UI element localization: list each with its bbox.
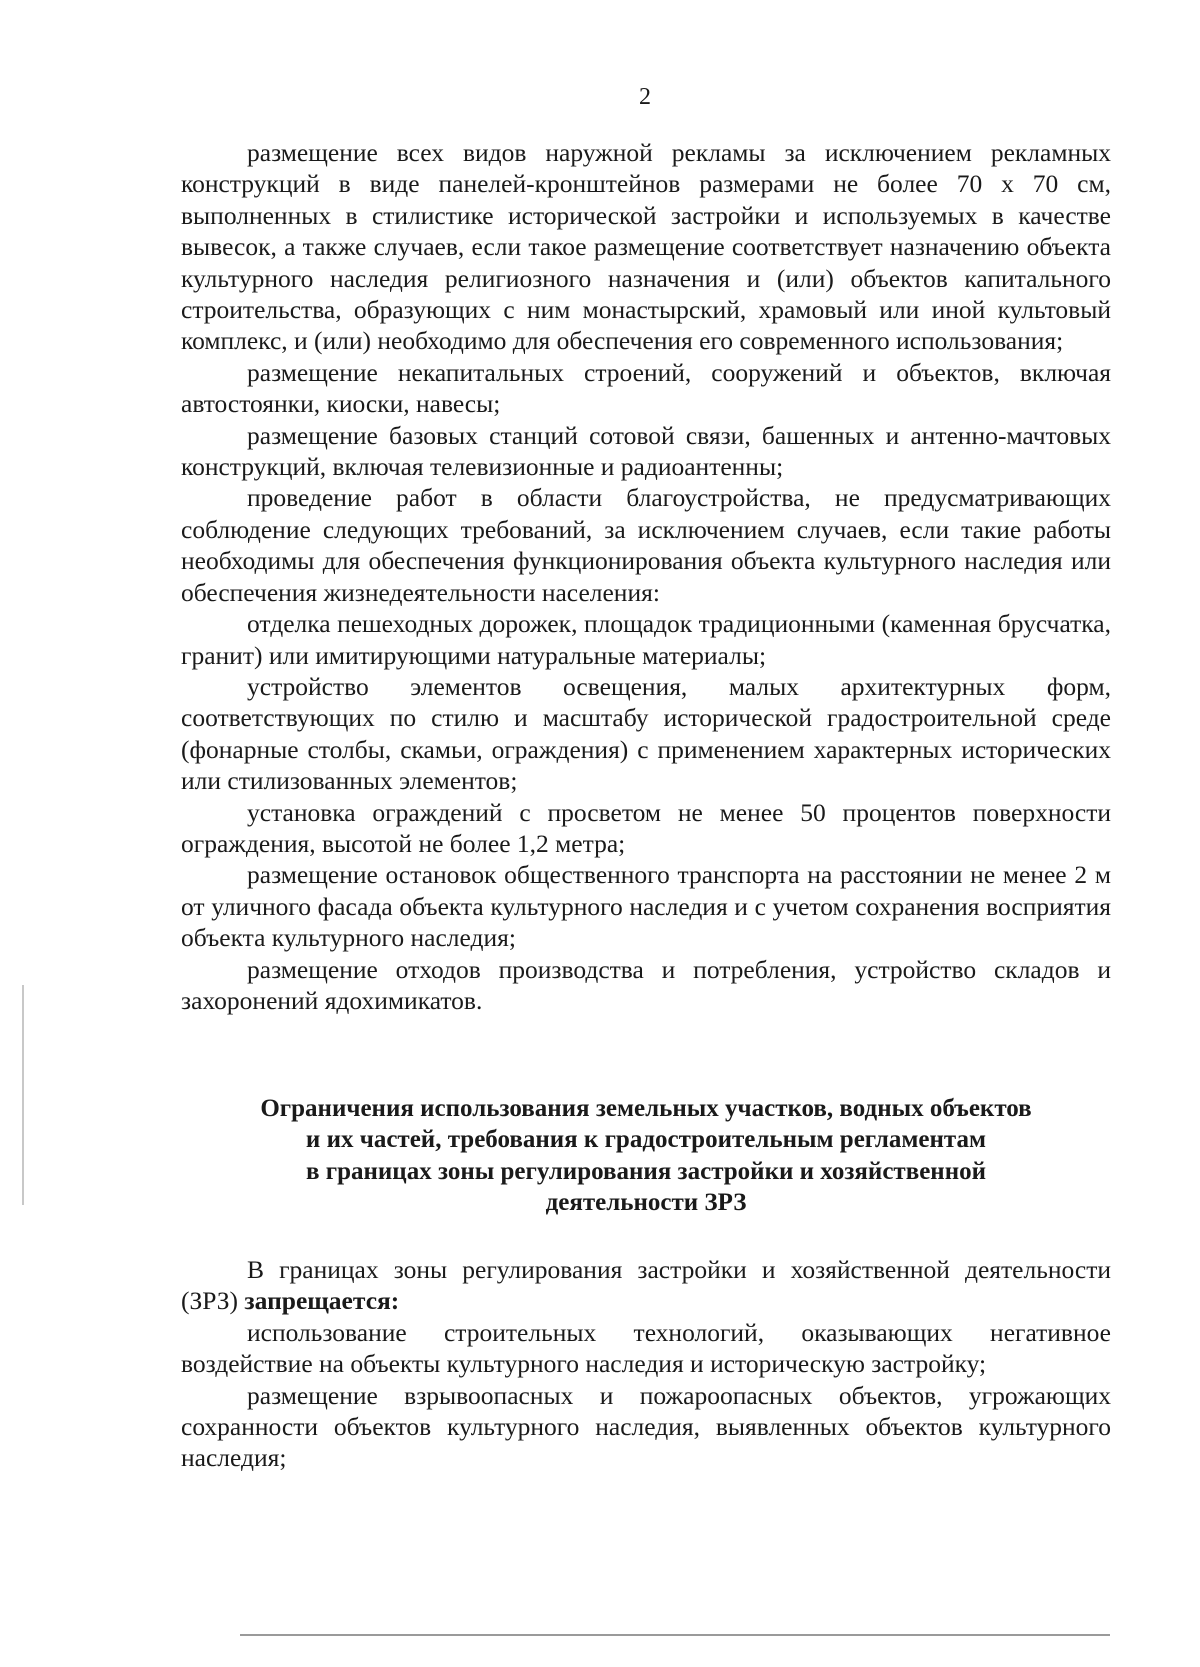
section-heading — [181, 1093, 1111, 1219]
heading-line: и их частей, требования к градостроительным регламентам — [305, 1126, 987, 1154]
restrictions-list — [181, 137, 1111, 1016]
intro-prohibited-label: запрещается: — [244, 1286, 400, 1316]
heading-line: Ограничения использования земельных участков, водных объектов — [260, 1095, 1032, 1122]
paragraph-lighting: устройство элементов освещения, малых архитектурных форм, соответствующих по стилю и масштабу исторической градостроительной среде (фонарные столбы, скамьи, ограждения) с применением характерных исторических или стилизованных элементов; — [181, 671, 1111, 796]
paragraph-zrz-intro — [181, 1254, 1111, 1317]
paragraph-landscaping: проведение работ в области благоустройства, не предусматривающих соблюдение следующих требований, за исключением случаев, если такие работы необходимы для обеспечения функционирования объекта культурного наследия или обеспечения жизнедеятельности населения: — [181, 483, 1111, 607]
paragraph-paving: отделка пешеходных дорожек, площадок традиционными (каменная брусчатка, гранит) или имитирующими натуральные материалы; — [181, 609, 1111, 670]
heading-line: деятельности ЗРЗ — [545, 1189, 747, 1217]
paragraph-hazardous-objects: размещение взрывоопасных и пожароопасных объектов, угрожающих сохранности объектов культурного наследия, выявленных объектов культурного наследия; — [181, 1380, 1111, 1473]
paragraph-cell-stations: размещение базовых станций сотовой связи, башенных и антенно-мачтовых конструкций, включая телевизионные и радиоантенны; — [181, 420, 1111, 482]
paragraph-fences: установка ограждений с просветом не менее 50 процентов поверхности ограждения, высотой не более 1,2 метра; — [181, 797, 1111, 858]
paragraph-advertising: размещение всех видов наружной рекламы за исключением рекламных конструкций в виде панелей-кронштейнов размерами не более 70 х 70 см, выполненных в стилистике исторической застройки и используемых в качестве вывесок, а также случаев, если такое размещение соответствует назначению объекта культурного наследия религиозного назначения и (или) объектов капитального строительства, образующих с ним монастырский, храмовый или иной культовый комплекс, и (или) необходимо для обеспечения его современного использования; — [181, 138, 1111, 356]
footer-rule — [240, 1634, 1110, 1636]
paragraph-temporary-structures: размещение некапитальных строений, сооружений и объектов, включая автостоянки, киоски, навесы; — [181, 357, 1111, 419]
paragraph-transport-stops: размещение остановок общественного транспорта на расстоянии не менее 2 м от уличного фасада объекта культурного наследия и с учетом сохранения восприятия объекта культурного наследия; — [181, 860, 1111, 953]
intro-text: В границах зоны регулирования застройки и хозяйственной деятельности (ЗРЗ) — [181, 1255, 1111, 1316]
scan-edge-mark — [22, 985, 24, 1205]
paragraph-construction-tech: использование строительных технологий, оказывающих негативное воздействие на объекты культурного наследия и историческую застройку; — [181, 1317, 1111, 1379]
heading-line: в границах зоны регулирования застройки и хозяйственной — [305, 1157, 987, 1185]
page-number: 2 — [639, 84, 651, 110]
paragraph-waste: размещение отходов производства и потребления, устройство складов и захоронений ядохимикатов. — [181, 954, 1111, 1015]
zrz-restrictions — [181, 1254, 1111, 1474]
